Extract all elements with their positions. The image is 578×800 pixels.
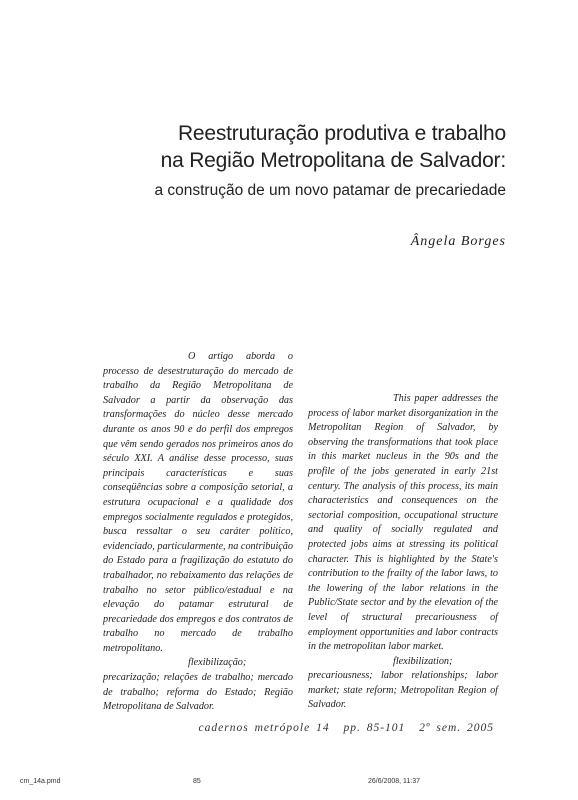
article-title-block [154, 120, 506, 202]
footer-journal: cadernos metrópole 14 [198, 722, 330, 734]
abstract-english-column [308, 392, 498, 713]
abstract-english: This paper addresses the process of labor market disorganization in the Metropolitan Region of Salvador, by observing the transformations that took place in this market nucleus in the 90s and the profile of the jobs generated in early 21st century. The analysis of this process, its main characteristics and consequences on the sectorial composition, occupational structure and quality of socially regulated and protected jobs aims at stressing its political character. This is highlighted by the State's contribution to the frailty of the labor laws, to the lowering of the labor relations in the Public/State sector and by the elevation of the level of structural precariousness of employment opportunities and labor contracts in the metropolitan labor market. [308, 393, 498, 653]
footer-pages: pp. 85-101 [343, 722, 406, 734]
journal-footer [191, 722, 494, 734]
subtitle: a construção de um novo patamar de precariedade [154, 182, 506, 199]
footer-issue: 2º sem. 2005 [419, 722, 494, 734]
abstract-portuguese: O artigo aborda o processo de desestruturação do mercado de trabalho da Região Metropolitana de Salvador a partir da observação das transformações do núcleo desse mercado durante os anos 90 e do perfil dos empregos que vêm sendo gerados nos primeiros anos do século XXI. A análise desse processo, suas principais características e suas conseqüências sobre a composição setorial, a estrutura ocupacional e a qualidade dos empregos socialmente regulados e protegidos, busca ressaltar o seu caráter político, evidenciado, particularmente, na contribuição do Estado para a fragilização do estatuto do trabalhador, no rebaixamento das relações de trabalho no setor público/estadual e na elevação do patamar estrutural de precariedade dos empregos e dos contratos de trabalho no mercado de trabalho metropolitano. [103, 351, 293, 654]
keywords-portuguese: flexibilização; precarização; relações de trabalho; mercado de trabalho; reforma do Estado; Região Metropolitana de Salvador. [103, 657, 293, 713]
keywords-english: flexibilization; precariousness; labor relationships; labor market; state reform; Metropolitan Region of Salvador. [308, 655, 498, 711]
author-name: Ângela Borges [410, 234, 506, 249]
title-line-1: Reestruturação produtiva e trabalho [177, 122, 506, 145]
title-line-2: na Região Metropolitana de Salvador: [160, 149, 506, 172]
print-slug-page: 85 [193, 778, 201, 785]
print-slug-datetime: 26/6/2008, 11:37 [368, 778, 421, 785]
print-slug-file: cm_14a.pmd [20, 778, 61, 785]
abstract-portuguese-column [103, 350, 293, 715]
